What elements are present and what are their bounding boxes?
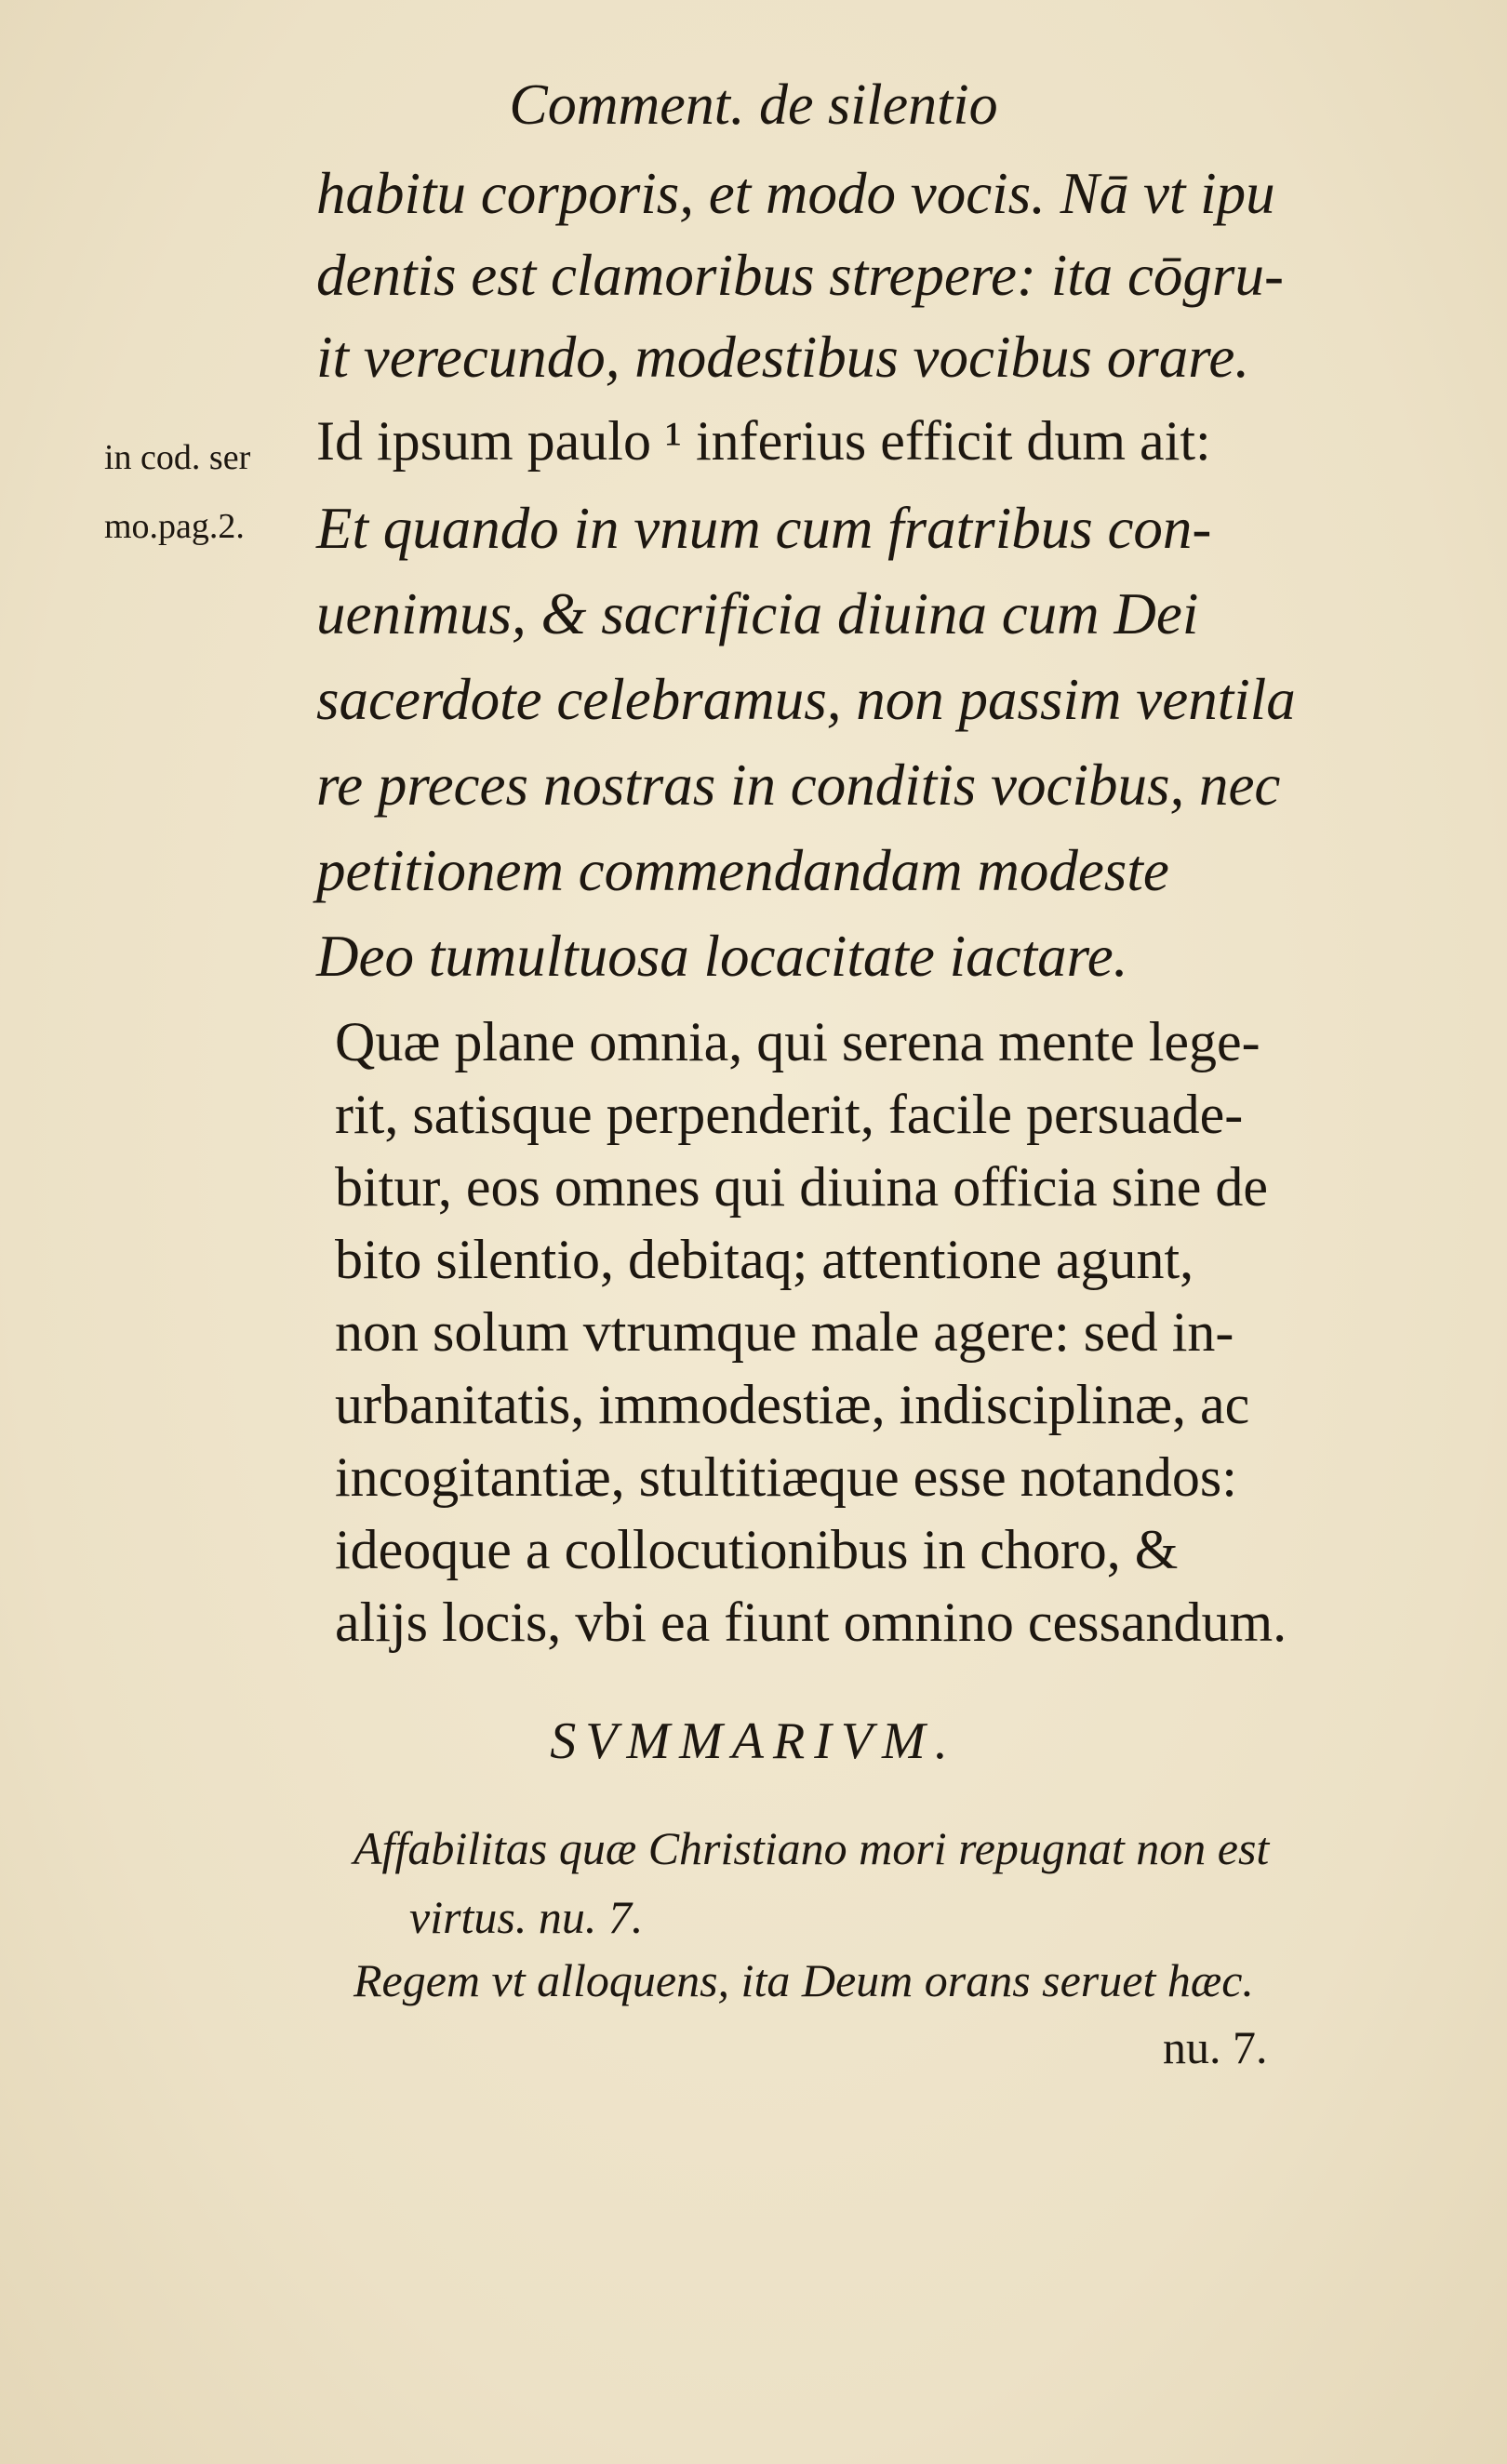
text-line: Id ipsum paulo ¹ inferius efficit dum ait: [316,410,1211,472]
text-line: sacerdote celebramus, non passim ventila [316,667,1296,732]
summary-entry: nu. 7. [1163,2021,1268,2073]
text-line: rit, satisque perpenderit, facile persuade- [335,1084,1244,1145]
text-line: Quæ plane omnia, qui serena mente lege- [335,1011,1260,1072]
margin-note-line-2: mo.pag.2. [104,507,245,546]
text-line: uenimus, & sacrificia diuina cum Dei [316,581,1199,646]
text-line: Et quando in vnum cum fratribus con- [316,496,1212,561]
summary-entry: virtus. nu. 7. [409,1891,644,1943]
text-line: ideoque a collocutionibus in choro, & [335,1519,1179,1580]
text-line: non solum vtrumque male agere: sed in- [335,1301,1234,1363]
running-header: Comment. de silentio [509,73,998,137]
text-line: petitionem commendandam modeste [316,838,1169,903]
summary-entry: Affabilitas quæ Christiano mori repugnat non est [353,1822,1270,1874]
summary-entry: Regem vt alloquens, ita Deum orans seruet hæc. [353,1954,1254,2006]
text-line: it verecundo, modestibus vocibus orare. [316,325,1250,390]
text-line: incogitantiæ, stultitiæque esse notandos: [335,1446,1237,1508]
text-line: dentis est clamoribus strepere: ita cōgru- [316,243,1284,308]
summary-title: SVMMARIVM. [550,1712,957,1770]
text-line: Deo tumultuosa locacitate iactare. [316,924,1128,989]
text-line: re preces nostras in conditis vocibus, nec [316,753,1281,818]
text-line: urbanitatis, immodestiæ, indisciplinæ, ac [335,1374,1250,1435]
text-line: bito silentio, debitaq; attentione agunt, [335,1229,1194,1290]
text-line: habitu corporis, et modo vocis. Nā vt ipu [316,161,1275,226]
text-line: alijs locis, vbi ea fiunt omnino cessandum. [335,1592,1287,1653]
text-line: bitur, eos omnes qui diuina officia sine de [335,1156,1268,1218]
margin-note-line-1: in cod. ser [104,438,251,477]
